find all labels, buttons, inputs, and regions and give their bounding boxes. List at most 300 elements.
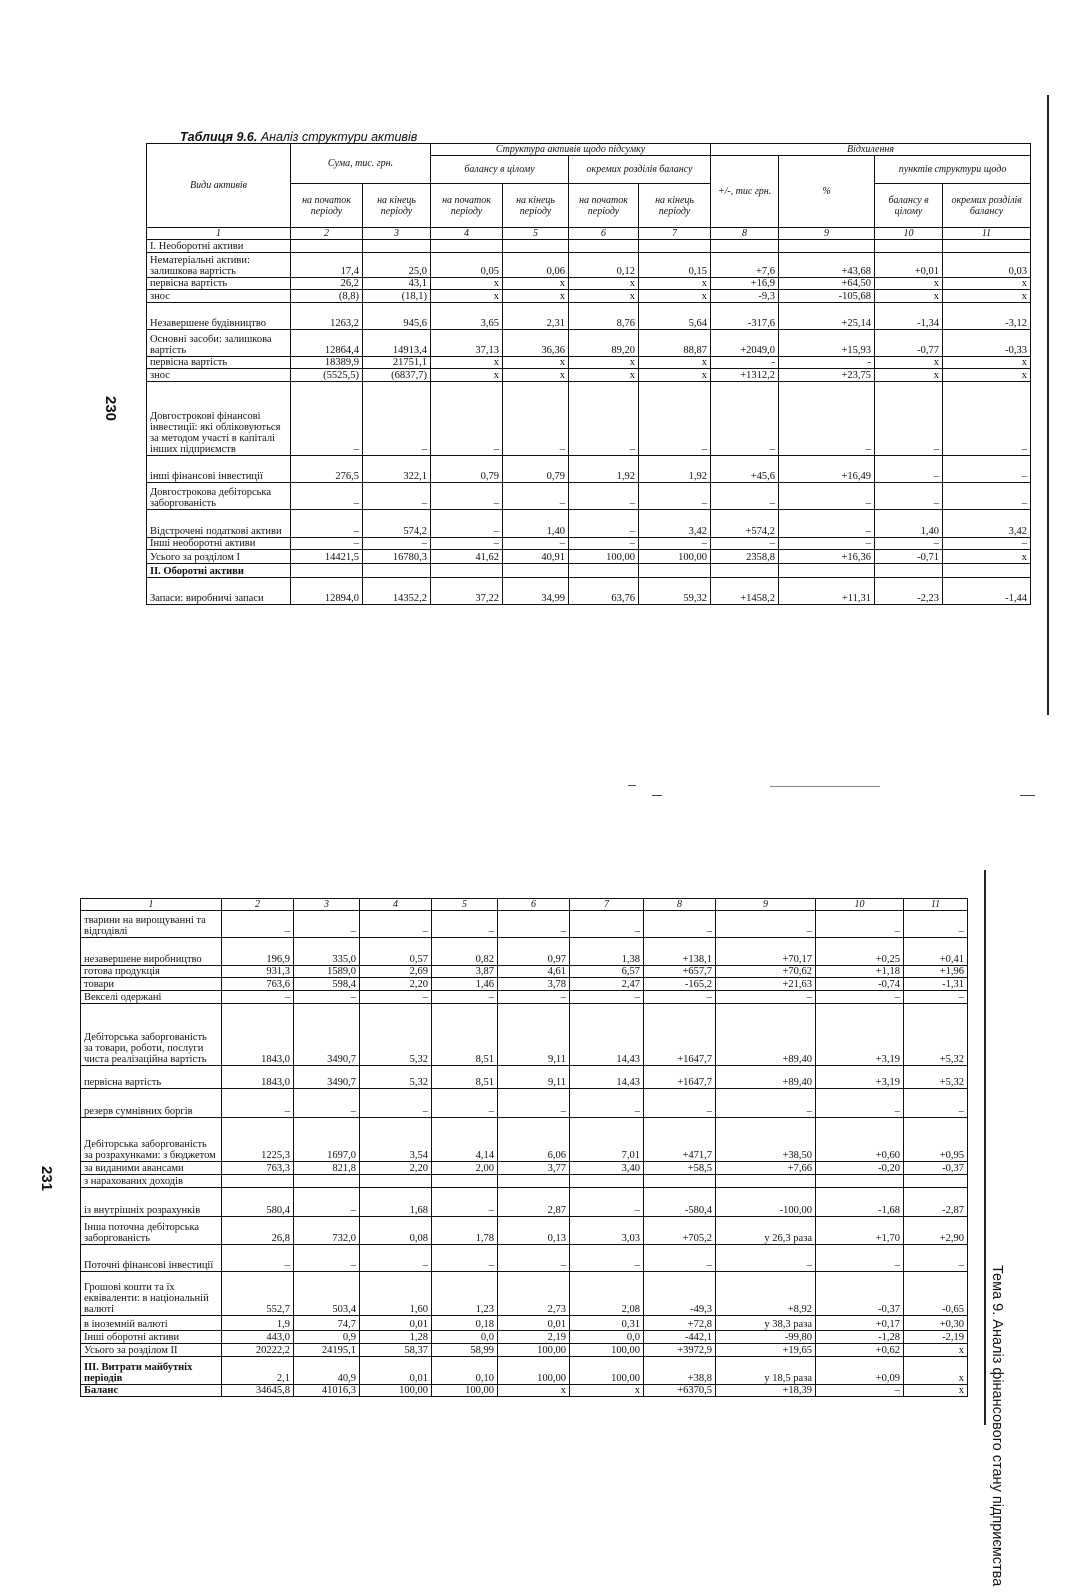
table-cell: у 26,3 раза — [716, 1217, 816, 1245]
table-row — [81, 1217, 968, 1245]
table-cell: +70,62 — [716, 966, 816, 978]
table-cell: 0,79 — [431, 456, 503, 483]
table-cell: (6837,7) — [363, 369, 431, 382]
table-cell — [875, 564, 943, 578]
table-cell: – — [875, 382, 943, 456]
table-cell: 0,15 — [639, 253, 711, 278]
table-row — [147, 538, 1031, 550]
table-cell: -1,34 — [875, 303, 943, 330]
row-label: незавершене виробництво — [81, 938, 222, 966]
table-cell: 1,40 — [503, 510, 569, 538]
table-cell — [644, 1175, 716, 1188]
table-row — [81, 938, 968, 966]
table-cell: +138,1 — [644, 938, 716, 966]
table-cell: 21751,1 — [363, 357, 431, 369]
table-row — [81, 1331, 968, 1344]
table-cell: -0,74 — [816, 978, 904, 991]
table-cell: – — [291, 483, 363, 510]
table-cell — [294, 1175, 360, 1188]
row-label: Дебіторська заборгованість за розрахунками: з бюджетом — [81, 1118, 222, 1162]
row-label: готова продукція — [81, 966, 222, 978]
table-cell: 0,9 — [294, 1331, 360, 1344]
table-cell: x — [431, 278, 503, 290]
table-cell: – — [816, 991, 904, 1004]
table-cell: 2,87 — [498, 1188, 570, 1217]
table-cell: 34,99 — [503, 578, 569, 605]
row-label: Незавершене будівництво — [147, 303, 291, 330]
header-end-sum: на кінець періоду — [363, 184, 431, 228]
table-cell: – — [570, 1089, 644, 1118]
table-cell: – — [569, 382, 639, 456]
table-cell: x — [875, 357, 943, 369]
table-cell: 1843,0 — [222, 1066, 294, 1089]
table-cell: 443,0 — [222, 1331, 294, 1344]
table-cell: – — [875, 483, 943, 510]
table-cell: 20222,2 — [222, 1344, 294, 1357]
row-label: Довгострокові фінансові інвестиції: які обліковуються за методом участі в капіталі інших підприємств — [147, 382, 291, 456]
table-cell: -0,65 — [904, 1272, 968, 1316]
table-row — [81, 1245, 968, 1272]
table-cell: -49,3 — [644, 1272, 716, 1316]
table-cell: x — [904, 1385, 968, 1397]
table-cell: +0,41 — [904, 938, 968, 966]
table-cell: 5,32 — [360, 1066, 432, 1089]
table-cell: 732,0 — [294, 1217, 360, 1245]
assets-structure-table-part2 — [80, 898, 968, 1397]
table-cell: 4,14 — [432, 1118, 498, 1162]
table-cell: +0,60 — [816, 1118, 904, 1162]
table-cell: – — [904, 991, 968, 1004]
table-cell: -1,68 — [816, 1188, 904, 1217]
row-label: Інша поточна дебіторська заборгованість — [81, 1217, 222, 1245]
table-cell: 36,36 — [503, 330, 569, 357]
table-cell: +70,17 — [716, 938, 816, 966]
header-types: Види активів — [147, 144, 291, 228]
table-cell: 1697,0 — [294, 1118, 360, 1162]
table-cell: 0,01 — [360, 1357, 432, 1385]
table-cell: 763,6 — [222, 978, 294, 991]
table-cell: +7,66 — [716, 1162, 816, 1175]
table-cell: 2,20 — [360, 978, 432, 991]
table-cell — [711, 564, 779, 578]
table-cell: 12864,4 — [291, 330, 363, 357]
table-cell: – — [816, 1245, 904, 1272]
table-cell: x — [639, 369, 711, 382]
table-caption: Таблиця 9.6. Аналіз структури активів — [180, 130, 418, 144]
table-cell: x — [639, 357, 711, 369]
table-cell: 100,00 — [360, 1385, 432, 1397]
row-label: Відстрочені податкові активи — [147, 510, 291, 538]
table-cell: 1,28 — [360, 1331, 432, 1344]
table-cell: x — [943, 278, 1031, 290]
table-cell: -9,3 — [711, 290, 779, 303]
table-cell: 8,76 — [569, 303, 639, 330]
table-cell: 14,43 — [570, 1004, 644, 1066]
table-cell: +7,6 — [711, 253, 779, 278]
table-cell: – — [570, 1245, 644, 1272]
table-row — [147, 240, 1031, 253]
table-cell: – — [644, 1245, 716, 1272]
row-label: Основні засоби: залишкова вартість — [147, 330, 291, 357]
table-row — [147, 483, 1031, 510]
table-cell: 26,2 — [291, 278, 363, 290]
table-cell: +89,40 — [716, 1066, 816, 1089]
table-cell: x — [569, 357, 639, 369]
table-cell: +21,63 — [716, 978, 816, 991]
table-cell: 0,05 — [431, 253, 503, 278]
table-cell: 100,00 — [569, 550, 639, 564]
row-label: знос — [147, 290, 291, 303]
table-cell: 1,9 — [222, 1316, 294, 1331]
table-cell: 1225,3 — [222, 1118, 294, 1162]
table-cell — [904, 1175, 968, 1188]
table-row — [81, 1162, 968, 1175]
table-cell: x — [639, 290, 711, 303]
table-cell: +5,32 — [904, 1066, 968, 1089]
table-cell: – — [291, 538, 363, 550]
table-cell: – — [779, 510, 875, 538]
table-cell: +18,39 — [716, 1385, 816, 1397]
table-cell: 0,10 — [432, 1357, 498, 1385]
table-cell: – — [569, 483, 639, 510]
table-cell: – — [716, 1245, 816, 1272]
table-cell: x — [431, 290, 503, 303]
table-cell: – — [875, 456, 943, 483]
table-cell: +15,93 — [779, 330, 875, 357]
table-cell: – — [570, 911, 644, 938]
table-cell: 63,76 — [569, 578, 639, 605]
table-cell: – — [639, 382, 711, 456]
table-cell: 4,61 — [498, 966, 570, 978]
table-cell: 2,69 — [360, 966, 432, 978]
table-cell: 26,8 — [222, 1217, 294, 1245]
table-cell: 24195,1 — [294, 1344, 360, 1357]
table-cell: -0,37 — [904, 1162, 968, 1175]
row-label: первісна вартість — [147, 278, 291, 290]
table-cell: 58,99 — [432, 1344, 498, 1357]
table-cell: 0,97 — [498, 938, 570, 966]
table-row — [81, 966, 968, 978]
table-cell: – — [498, 1245, 570, 1272]
row-label: Довгострокова дебіторська заборгованість — [147, 483, 291, 510]
table-cell — [779, 564, 875, 578]
table-cell: +25,14 — [779, 303, 875, 330]
table-cell: 1,46 — [432, 978, 498, 991]
row-label: І. Необоротні активи — [147, 240, 291, 253]
table-cell: 931,3 — [222, 966, 294, 978]
table-cell: – — [875, 538, 943, 550]
row-label: товари — [81, 978, 222, 991]
table-cell: 1,68 — [360, 1188, 432, 1217]
table-cell: +43,68 — [779, 253, 875, 278]
table-row — [147, 278, 1031, 290]
table-cell: – — [716, 991, 816, 1004]
table-cell: +0,17 — [816, 1316, 904, 1331]
table-cell: – — [503, 382, 569, 456]
table-cell: у 38,3 раза — [716, 1316, 816, 1331]
table-cell: +1,70 — [816, 1217, 904, 1245]
table-cell — [431, 564, 503, 578]
table-cell: 3,78 — [498, 978, 570, 991]
table-cell — [291, 564, 363, 578]
table-cell: 0,12 — [569, 253, 639, 278]
table-cell: -0,71 — [875, 550, 943, 564]
row-label: Нематеріальні активи: залишкова вартість — [147, 253, 291, 278]
table-cell: – — [716, 911, 816, 938]
table-cell: 580,4 — [222, 1188, 294, 1217]
table-cell — [222, 1175, 294, 1188]
table-cell: 100,00 — [498, 1344, 570, 1357]
table-cell: – — [816, 1089, 904, 1118]
table-cell — [363, 564, 431, 578]
table-cell: – — [432, 1245, 498, 1272]
table-cell: -3,12 — [943, 303, 1031, 330]
row-label: первісна вартість — [81, 1066, 222, 1089]
table-cell: +38,8 — [644, 1357, 716, 1385]
header-balance-total: балансу в цілому — [431, 156, 569, 184]
table-cell: +1,18 — [816, 966, 904, 978]
table-cell: – — [222, 991, 294, 1004]
table-cell: -317,6 — [711, 303, 779, 330]
row-label: первісна вартість — [147, 357, 291, 369]
table-cell: x — [503, 278, 569, 290]
page-number-231: 231 — [38, 1165, 56, 1192]
table-cell: 7,01 — [570, 1118, 644, 1162]
table-cell: - — [711, 357, 779, 369]
table-cell: +0,62 — [816, 1344, 904, 1357]
row-label: за виданими авансами — [81, 1162, 222, 1175]
table-cell — [363, 240, 431, 253]
table-cell: 552,7 — [222, 1272, 294, 1316]
table-cell: – — [294, 1188, 360, 1217]
table-cell: x — [569, 290, 639, 303]
table-cell: 37,22 — [431, 578, 503, 605]
table-cell: 41,62 — [431, 550, 503, 564]
table-cell: +657,7 — [644, 966, 716, 978]
table-row — [81, 911, 968, 938]
table-cell: 763,3 — [222, 1162, 294, 1175]
table-cell: 1263,2 — [291, 303, 363, 330]
table-cell: – — [639, 538, 711, 550]
table-cell: -0,33 — [943, 330, 1031, 357]
table-cell: 40,9 — [294, 1357, 360, 1385]
column-number: 5 — [432, 899, 498, 911]
table-cell: 3,54 — [360, 1118, 432, 1162]
table-cell: +3,19 — [816, 1004, 904, 1066]
table-cell: – — [431, 382, 503, 456]
table-row — [147, 290, 1031, 303]
table-cell — [639, 240, 711, 253]
table-cell: – — [943, 483, 1031, 510]
table-cell: - — [779, 357, 875, 369]
table-cell: 5,64 — [639, 303, 711, 330]
table-cell — [875, 240, 943, 253]
table-cell: – — [363, 538, 431, 550]
table-cell: +16,49 — [779, 456, 875, 483]
table-cell: 100,00 — [570, 1344, 644, 1357]
column-number: 8 — [644, 899, 716, 911]
row-label: із внутрішніх розрахунків — [81, 1188, 222, 1217]
header-structure-points: пунктів структури щодо — [875, 156, 1031, 184]
table-cell: 0,03 — [943, 253, 1031, 278]
column-number: 11 — [904, 899, 968, 911]
table-cell: +38,50 — [716, 1118, 816, 1162]
table-cell: (5525,5) — [291, 369, 363, 382]
table-cell: +0,25 — [816, 938, 904, 966]
row-label: Інші оборотні активи — [81, 1331, 222, 1344]
table-cell: 574,2 — [363, 510, 431, 538]
table-cell: x — [943, 369, 1031, 382]
header-balance-total-dev: балансу в цілому — [875, 184, 943, 228]
table-cell: – — [432, 911, 498, 938]
table-cell: – — [816, 911, 904, 938]
table-cell: 16780,3 — [363, 550, 431, 564]
table-cell: 1,92 — [639, 456, 711, 483]
row-label: ІІ. Оборотні активи — [147, 564, 291, 578]
table-cell: – — [360, 1245, 432, 1272]
table-row — [81, 1175, 968, 1188]
table-cell: 598,4 — [294, 978, 360, 991]
row-label: тварини на вирощуванні та відгодівлі — [81, 911, 222, 938]
table-cell: 2,73 — [498, 1272, 570, 1316]
table-cell — [943, 240, 1031, 253]
table-cell: – — [943, 456, 1031, 483]
table-cell — [360, 1175, 432, 1188]
table-cell: x — [503, 369, 569, 382]
table-row — [147, 456, 1031, 483]
table-cell: 40,91 — [503, 550, 569, 564]
table-cell: -1,31 — [904, 978, 968, 991]
table-cell: – — [639, 483, 711, 510]
table-cell: -0,20 — [816, 1162, 904, 1175]
table-cell: – — [569, 510, 639, 538]
table-cell — [498, 1175, 570, 1188]
table-cell: 0,08 — [360, 1217, 432, 1245]
table-cell: +1,96 — [904, 966, 968, 978]
table-cell: – — [943, 382, 1031, 456]
row-label: знос — [147, 369, 291, 382]
table-cell: 18389,9 — [291, 357, 363, 369]
table-cell: x — [904, 1357, 968, 1385]
table-cell: – — [816, 1385, 904, 1397]
table-cell: 14352,2 — [363, 578, 431, 605]
table-cell: 41016,3 — [294, 1385, 360, 1397]
table-cell: – — [779, 382, 875, 456]
table-cell: x — [569, 278, 639, 290]
table-cell: – — [431, 538, 503, 550]
table-cell: – — [711, 483, 779, 510]
table-row — [147, 357, 1031, 369]
table-cell: 8,51 — [432, 1066, 498, 1089]
table-cell — [431, 240, 503, 253]
table-cell: – — [644, 1089, 716, 1118]
table-cell: 1,38 — [570, 938, 644, 966]
table-cell: +0,01 — [875, 253, 943, 278]
table-cell: – — [294, 991, 360, 1004]
table-cell: x — [431, 357, 503, 369]
table-row — [147, 369, 1031, 382]
table-cell: – — [569, 538, 639, 550]
table-cell: x — [639, 278, 711, 290]
row-label: Усього за розділом ІІ — [81, 1344, 222, 1357]
table-cell — [711, 240, 779, 253]
column-number: 5 — [503, 228, 569, 240]
table-row — [81, 978, 968, 991]
table-cell: – — [431, 483, 503, 510]
table-cell: 945,6 — [363, 303, 431, 330]
table-cell — [503, 564, 569, 578]
table-cell: +705,2 — [644, 1217, 716, 1245]
table-row — [81, 1272, 968, 1316]
table-cell: 14421,5 — [291, 550, 363, 564]
table-cell: x — [875, 369, 943, 382]
table-cell: – — [904, 1245, 968, 1272]
table-cell: -0,37 — [816, 1272, 904, 1316]
row-label: резерв сумнівних боргів — [81, 1089, 222, 1118]
column-number: 7 — [570, 899, 644, 911]
column-number: 9 — [716, 899, 816, 911]
table-cell: 0,0 — [432, 1331, 498, 1344]
column-number: 3 — [294, 899, 360, 911]
table-cell: 3,40 — [570, 1162, 644, 1175]
table-cell: x — [503, 290, 569, 303]
table-cell: – — [222, 1089, 294, 1118]
table-cell: +2,90 — [904, 1217, 968, 1245]
row-label: Поточні фінансові інвестиції — [81, 1245, 222, 1272]
table-cell: 14913,4 — [363, 330, 431, 357]
table-cell: +471,7 — [644, 1118, 716, 1162]
table-cell: x — [943, 290, 1031, 303]
table-cell: – — [360, 911, 432, 938]
table-cell: 12894,0 — [291, 578, 363, 605]
table-cell: – — [432, 1089, 498, 1118]
table-cell: -2,87 — [904, 1188, 968, 1217]
table-cell: 43,1 — [363, 278, 431, 290]
table-cell: +8,92 — [716, 1272, 816, 1316]
table-cell — [943, 564, 1031, 578]
row-label: Дебіторська заборгованість за товари, роботи, послуги чиста реалізаційна вартість — [81, 1004, 222, 1066]
row-label: ІІІ. Витрати майбутніх періодів — [81, 1357, 222, 1385]
table-cell: 2,00 — [432, 1162, 498, 1175]
table-cell: +3972,9 — [644, 1344, 716, 1357]
table-cell: x — [943, 550, 1031, 564]
table-row — [81, 1385, 968, 1397]
table-cell: +64,50 — [779, 278, 875, 290]
table-cell: 14,43 — [570, 1066, 644, 1089]
table-cell — [570, 1175, 644, 1188]
table-row — [81, 1316, 968, 1331]
table-row — [147, 510, 1031, 538]
table-cell: +5,32 — [904, 1004, 968, 1066]
header-start-sections: на початок періоду — [569, 184, 639, 228]
column-number: 3 — [363, 228, 431, 240]
table-cell: 2,20 — [360, 1162, 432, 1175]
row-label: Запаси: виробничі запаси — [147, 578, 291, 605]
table-cell: 2,31 — [503, 303, 569, 330]
table-cell: -1,44 — [943, 578, 1031, 605]
table-row — [81, 1118, 968, 1162]
table-row — [81, 1066, 968, 1089]
table-cell: 74,7 — [294, 1316, 360, 1331]
table-cell: 100,00 — [498, 1357, 570, 1385]
assets-structure-table-part1 — [146, 143, 1031, 605]
table-cell: +11,31 — [779, 578, 875, 605]
table-cell: x — [498, 1385, 570, 1397]
table-cell: 3,03 — [570, 1217, 644, 1245]
table-cell: – — [291, 510, 363, 538]
table-cell: -580,4 — [644, 1188, 716, 1217]
table-cell: +1647,7 — [644, 1066, 716, 1089]
